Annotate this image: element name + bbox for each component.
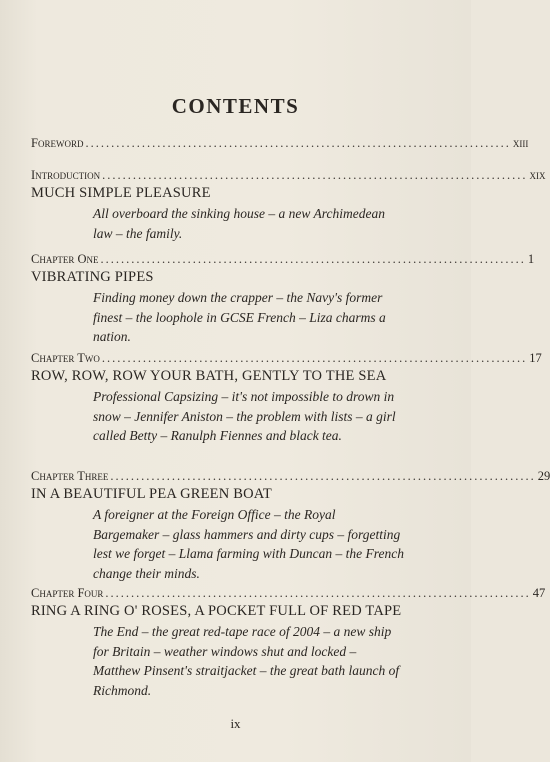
toc-entry-chapter-two [31, 351, 542, 446]
toc-page-number: xix [529, 168, 546, 182]
toc-entry-head [31, 469, 550, 484]
toc-entry-label: Chapter Three [31, 469, 109, 483]
toc-entry-head [31, 586, 546, 601]
toc-entry-label: Chapter Four [31, 586, 104, 600]
toc-entry-head [31, 351, 542, 366]
dot-leader: ................................................................................... [110, 469, 536, 483]
dot-leader: ................................................................................... [101, 351, 528, 365]
dot-leader: ................................................................................... [85, 136, 511, 150]
toc-entry-chapter-four [31, 586, 546, 700]
page-folio: ix [230, 716, 241, 731]
page-title: CONTENTS [171, 94, 300, 118]
chapter-title: VIBRATING PIPES [31, 269, 154, 285]
toc-entry-label: Foreword [31, 136, 84, 150]
toc-entry-head [31, 136, 529, 151]
chapter-description: A foreigner at the Foreign Office – the Royal Bargemaker – glass hammers and dirty cups – forgetting lest we forget – Llama farming with Duncan – the French change their minds. [93, 507, 404, 581]
toc-page-number: 47 [532, 586, 546, 600]
chapter-description: Professional Capsizing – it's not impossible to drown in snow – Jennifer Aniston – the problem with lists – a girl called Betty – Ranulph Fiennes and black tea. [93, 389, 396, 443]
chapter-description: Finding money down the crapper – the Navy's former finest – the loophole in GCSE French – Liza charms a nation. [93, 290, 386, 344]
toc-page-number: xiii [512, 136, 529, 150]
chapter-title: RING A RING O' ROSES, A POCKET FULL OF RED TAPE [31, 603, 402, 619]
toc-entry-chapter-one [31, 252, 535, 347]
toc-entry-introduction [31, 168, 546, 243]
toc-page-number: 29 [537, 469, 550, 483]
toc-entry-foreword [31, 136, 529, 151]
toc-entry-label: Chapter Two [31, 351, 100, 365]
chapter-title: ROW, ROW, ROW YOUR BATH, GENTLY TO THE SEA [31, 368, 387, 384]
chapter-title: IN A BEAUTIFUL PEA GREEN BOAT [31, 486, 272, 502]
chapter-description: The End – the great red-tape race of 2004 – a new ship for Britain – weather windows shut and locked – Matthew Pinsent's straitjacket – the great bath launch of Richmond. [93, 624, 400, 698]
chapter-description: All overboard the sinking house – a new Archimedean law – the family. [93, 206, 385, 241]
dot-leader: ................................................................................... [102, 168, 528, 182]
dot-leader: ................................................................................... [105, 586, 531, 600]
toc-entry-label: Chapter One [31, 252, 99, 266]
toc-page-number: 1 [527, 252, 535, 266]
toc-entry-head [31, 168, 546, 183]
chapter-title: MUCH SIMPLE PLEASURE [31, 185, 211, 201]
toc-entry-head [31, 252, 535, 267]
toc-page-number: 17 [529, 351, 542, 365]
toc-entry-label: Introduction [31, 168, 101, 182]
toc-entry-chapter-three [31, 469, 550, 583]
dot-leader: ................................................................................... [100, 252, 526, 266]
